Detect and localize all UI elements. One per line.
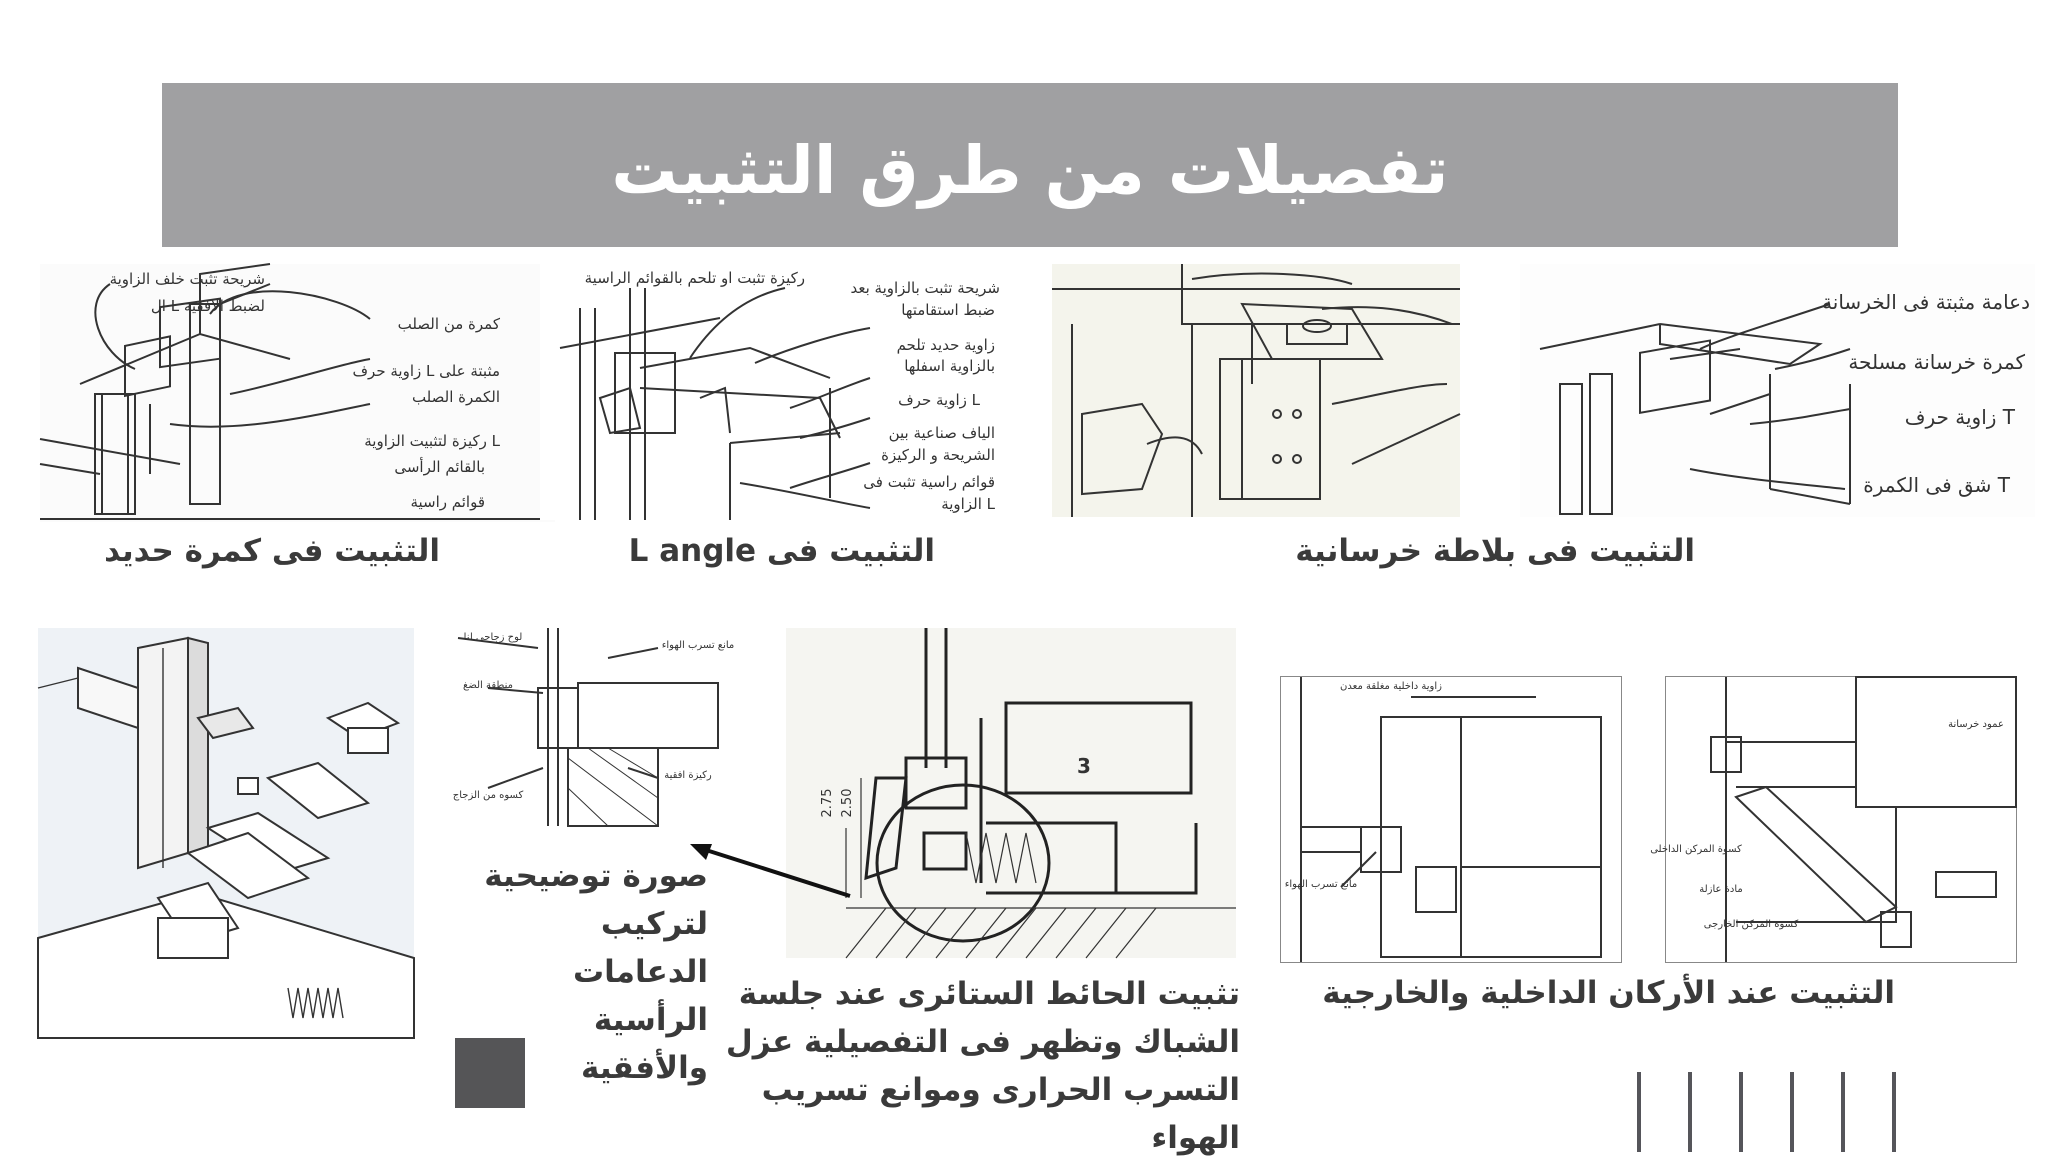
diagram-t-slot bbox=[1520, 264, 2035, 517]
label: شق فى الكمرة T bbox=[1863, 473, 2010, 497]
label: كسوه من الزجاج bbox=[452, 790, 524, 801]
bar bbox=[1637, 1072, 1641, 1152]
label: الياف صناعية بين bbox=[888, 424, 995, 442]
bar bbox=[1688, 1072, 1692, 1152]
label: لوح زجاجى لنا bbox=[463, 632, 523, 643]
bar bbox=[1841, 1072, 1845, 1152]
diagram-sill-small bbox=[452, 628, 735, 826]
caption-concrete-slab: التثبيت فى بلاطة خرسانية bbox=[1295, 533, 1695, 569]
diagram-corner-inner bbox=[1280, 676, 1622, 963]
diagram-sill-section bbox=[786, 628, 1236, 958]
label: منطقة الضغ bbox=[463, 680, 513, 691]
slide-title: تفصيلات من طرق التثبيت bbox=[611, 131, 1449, 209]
label: كمرة من الصلب bbox=[397, 315, 500, 333]
caption-illustration: صورة توضيحية لتركيب الدعامات الرأسية والأفقية bbox=[484, 858, 708, 1086]
decorative-bars bbox=[1637, 1072, 1902, 1152]
label: زاوية حرف L bbox=[898, 391, 980, 409]
label: شريحة تثبت خلف الزاوية bbox=[109, 270, 265, 288]
label: الشريحة و الركيزة bbox=[881, 446, 995, 464]
label: مانع تسرب الهواء bbox=[1284, 879, 1358, 890]
diagram-corner-outer bbox=[1650, 676, 2017, 963]
label: الكمرة الصلب bbox=[411, 388, 500, 406]
diagram-concrete-anchor bbox=[1052, 264, 1460, 517]
pointer-arrow bbox=[690, 840, 855, 900]
label: كسوة المركن الداخلى bbox=[1650, 844, 1742, 855]
accent-square bbox=[455, 1038, 525, 1108]
title-bar bbox=[162, 83, 1898, 247]
label: مادة عازلة bbox=[1699, 884, 1743, 895]
label: زاوية حديد تلحم bbox=[896, 336, 995, 354]
caption-window-sill: تثبيت الحائط الستائرى عند جلسة الشباك وتظهر فى التفصيلية عزل التسرب الحرارى وموانع تسريب الهواء bbox=[725, 976, 1240, 1156]
label: ضبط استقامتها bbox=[901, 301, 995, 319]
label: الزاوية L bbox=[941, 495, 995, 513]
label: مانع تسرب الهواء bbox=[661, 640, 735, 651]
label: عمود خرسانة bbox=[1948, 719, 2004, 730]
label: قوائم راسية bbox=[410, 493, 485, 511]
bar bbox=[1739, 1072, 1743, 1152]
bar bbox=[1892, 1072, 1896, 1152]
diagram-l-angle bbox=[540, 258, 1015, 520]
label: شريحة تثبت بالزاوية بعد bbox=[850, 279, 1000, 297]
label: 2.75 bbox=[820, 788, 835, 818]
label: ركيزة لتثبيت الزاوية L bbox=[364, 432, 500, 450]
label: زاوية حرف L مثبتة على bbox=[352, 362, 500, 380]
label: 2.50 bbox=[840, 788, 855, 818]
label: ركيزة افقية bbox=[664, 770, 712, 781]
caption-l-angle: التثبيت فى L angle bbox=[628, 533, 935, 569]
label: كسوة المركن الخارجى bbox=[1703, 919, 1799, 930]
label: 3 bbox=[1077, 754, 1091, 778]
diagram-steel-beam bbox=[40, 264, 555, 522]
label: ال L لضبط الافقية bbox=[150, 297, 265, 315]
caption-steel-beam: التثبيت فى كمرة حديد bbox=[104, 533, 440, 569]
caption-corners: التثبيت عند الأركان الداخلية والخارجية bbox=[1322, 975, 1895, 1011]
illustration-mullion-assembly bbox=[38, 628, 414, 1038]
label: بالزاوية اسفلها bbox=[904, 357, 995, 375]
label: زاوية داخلية مغلقة معدن bbox=[1340, 681, 1442, 692]
label: زاوية حرف T bbox=[1904, 405, 2015, 429]
label: دعامة مثبتة فى الخرسانة bbox=[1822, 290, 2030, 314]
label: ركيزة تثبت او تلحم بالقوائم الراسية bbox=[584, 269, 805, 287]
label: بالقائم الرأسى bbox=[394, 458, 485, 476]
bar bbox=[1790, 1072, 1794, 1152]
label: قوائم راسية تثبت فى bbox=[863, 473, 995, 491]
label: كمرة خرسانة مسلحة bbox=[1848, 350, 2025, 374]
